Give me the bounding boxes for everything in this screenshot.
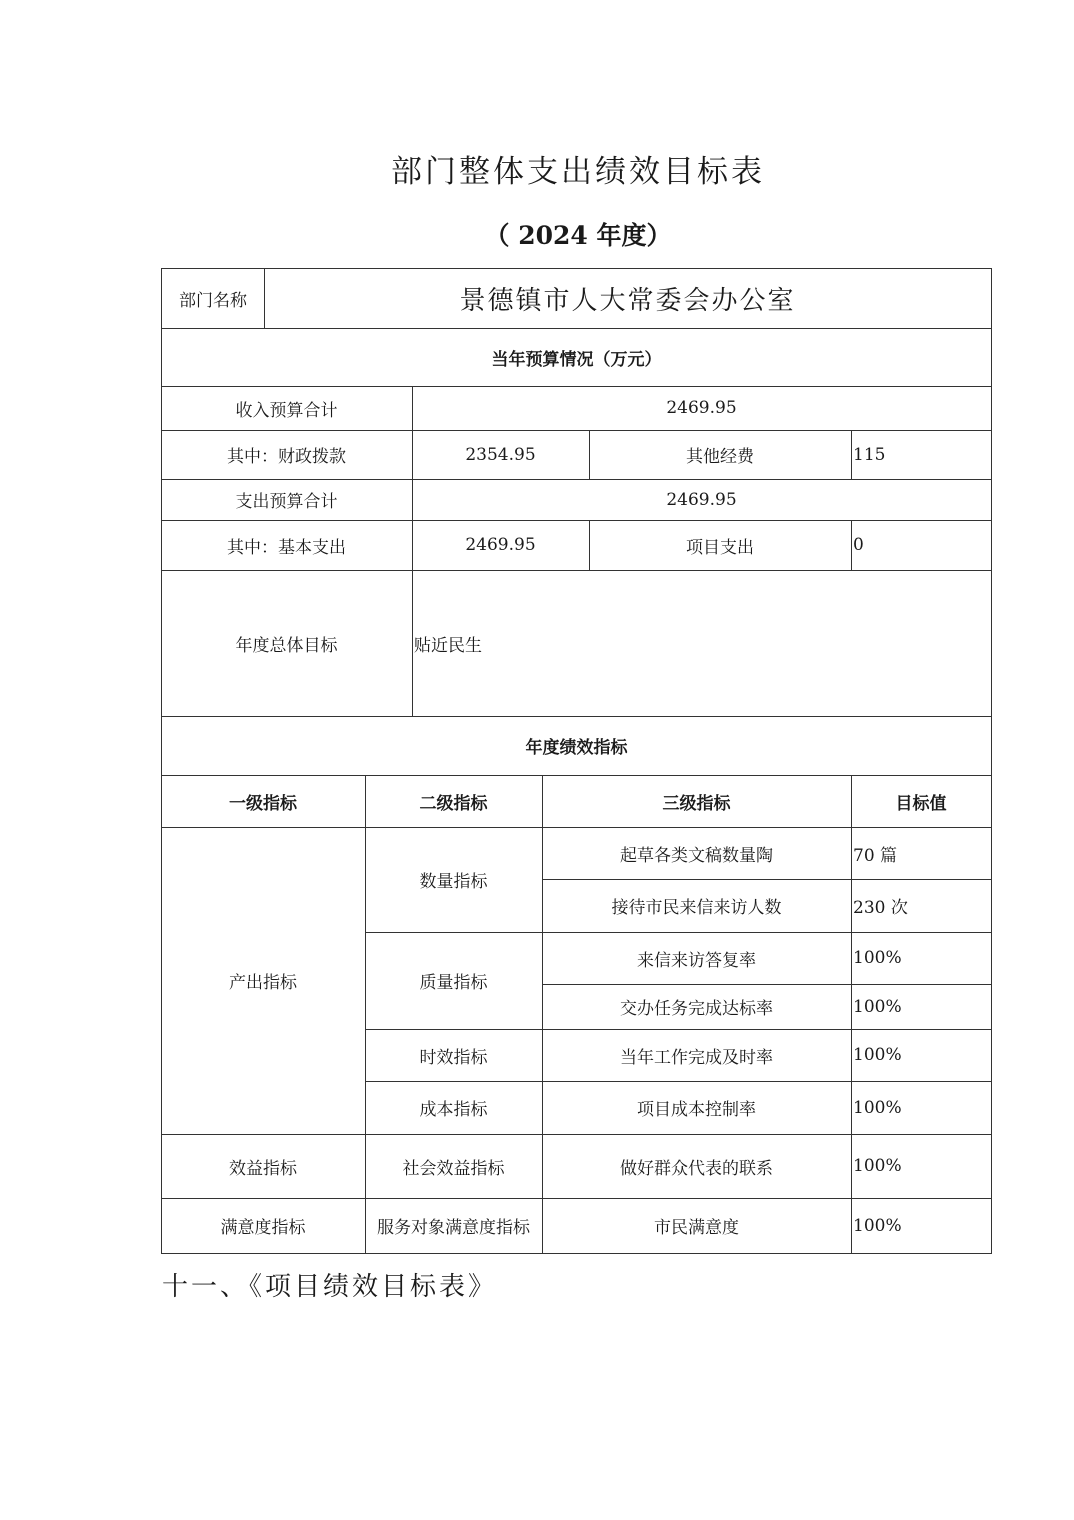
level2-timeliness: 时效指标	[419, 1047, 488, 1068]
level3-indicator: 接待市民来信来访人数	[611, 898, 782, 918]
section-heading: 十一、《项目绩效目标表》	[162, 1272, 498, 1302]
col-header-target: 目标值	[895, 793, 947, 814]
level2-social-benefit: 社会效益指标	[402, 1158, 505, 1179]
level2-cost: 成本指标	[419, 1100, 488, 1120]
table-border-bottom	[161, 1253, 992, 1254]
level2-quantity: 数量指标	[419, 872, 488, 892]
expense-total-label: 支出预算合计	[235, 492, 338, 512]
col-header-level3: 三级指标	[662, 793, 731, 814]
project-expense-value: 0	[853, 535, 864, 555]
dept-name-label: 部门名称	[179, 290, 247, 311]
document-title: 部门整体支出绩效目标表	[391, 154, 765, 190]
level1-benefit: 效益指标	[229, 1158, 297, 1179]
expense-total-value: 2469.95	[666, 489, 737, 510]
target-value: 100%	[853, 1215, 902, 1236]
dept-name-value: 景德镇市人大常委会办公室	[459, 285, 796, 316]
level1-satisfaction: 满意度指标	[220, 1218, 306, 1238]
performance-section-header: 年度绩效指标	[525, 738, 628, 758]
project-expense-label: 项目支出	[686, 537, 754, 558]
fiscal-allocation-label: 其中：财政拨款	[227, 447, 346, 467]
target-value: 100%	[853, 1045, 902, 1065]
income-total-value: 2469.95	[666, 398, 737, 418]
annual-goal-value: 贴近民生	[414, 635, 482, 656]
target-value: 70 篇	[853, 845, 898, 866]
document-subtitle: （ 2024 年度）	[484, 221, 672, 250]
level3-indicator: 起草各类文稿数量陶	[620, 845, 773, 866]
level2-quality: 质量指标	[419, 973, 488, 993]
level1-output: 产出指标	[229, 973, 297, 993]
level3-indicator: 交办任务完成达标率	[620, 999, 773, 1019]
level2-service-satisfaction: 服务对象满意度指标	[377, 1218, 530, 1238]
level3-indicator: 项目成本控制率	[637, 1100, 756, 1120]
other-funds-value: 115	[853, 444, 886, 465]
other-funds-label: 其他经费	[686, 447, 754, 467]
budget-section-header: 当年预算情况（万元）	[491, 349, 662, 370]
fiscal-allocation-value: 2354.95	[465, 444, 536, 465]
target-value: 230 次	[853, 898, 908, 918]
level3-indicator: 做好群众代表的联系	[620, 1158, 773, 1179]
col-header-level1: 一级指标	[229, 793, 297, 814]
basic-expense-label: 其中：基本支出	[227, 537, 346, 558]
target-value: 100%	[853, 996, 902, 1017]
target-value: 100%	[853, 1097, 902, 1118]
basic-expense-value: 2469.95	[465, 535, 536, 555]
level3-indicator: 当年工作完成及时率	[620, 1047, 773, 1068]
income-total-label: 收入预算合计	[235, 400, 338, 421]
col-header-level2: 二级指标	[419, 793, 488, 814]
level3-indicator: 来信来访答复率	[637, 950, 756, 971]
level3-indicator: 市民满意度	[654, 1218, 739, 1238]
target-value: 100%	[853, 1156, 902, 1176]
annual-goal-label: 年度总体目标	[235, 635, 338, 656]
target-value: 100%	[853, 948, 902, 968]
